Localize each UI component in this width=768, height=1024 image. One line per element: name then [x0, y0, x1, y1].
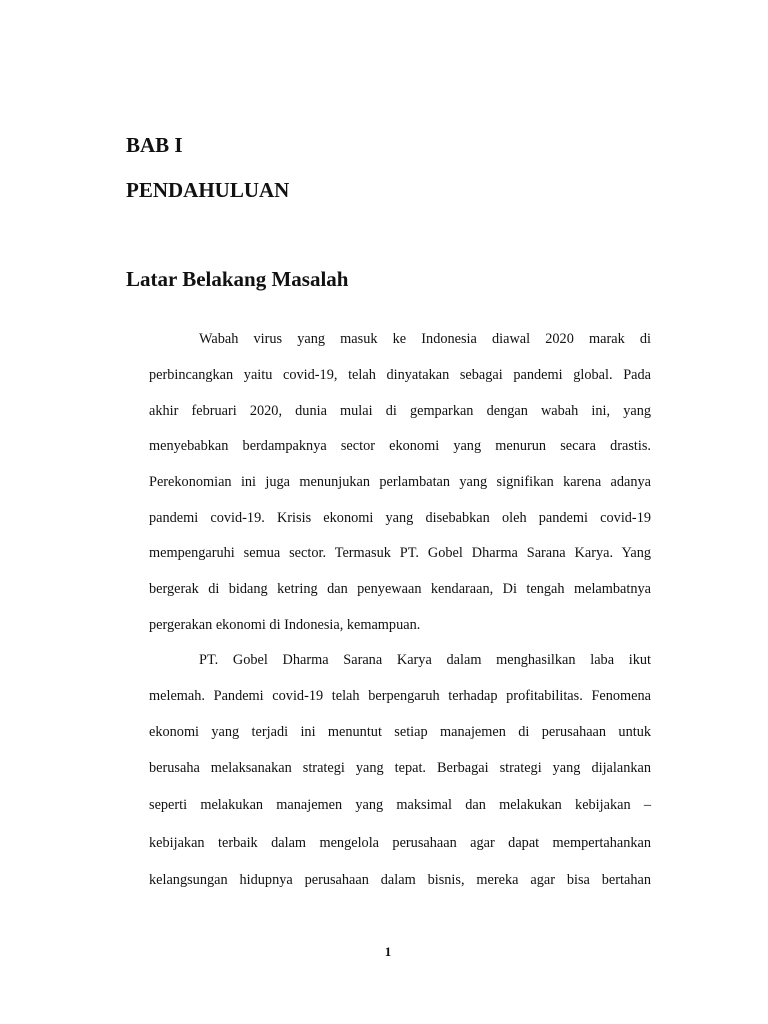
paragraph-line: Wabah virus yang masuk ke Indonesia diawal 2020 marak di	[199, 331, 651, 347]
paragraph-line: PT. Gobel Dharma Sarana Karya dalam menghasilkan laba ikut	[199, 652, 651, 668]
paragraph-line: melemah. Pandemi covid-19 telah berpengaruh terhadap profitabilitas. Fenomena	[149, 688, 651, 704]
paragraph-line: mempengaruhi semua sector. Termasuk PT. Gobel Dharma Sarana Karya. Yang	[149, 545, 651, 561]
paragraph-line: perbincangkan yaitu covid-19, telah dinyatakan sebagai pandemi global. Pada	[149, 367, 651, 383]
paragraph-line: kelangsungan hidupnya perusahaan dalam bisnis, mereka agar bisa bertahan	[149, 872, 651, 888]
paragraph-line: ekonomi yang terjadi ini menuntut setiap manajemen di perusahaan untuk	[149, 724, 651, 740]
section-title: Latar Belakang Masalah	[126, 267, 349, 291]
page-number: 1	[384, 944, 392, 959]
paragraph-line: akhir februari 2020, dunia mulai di gemparkan dengan wabah ini, yang	[149, 403, 651, 419]
paragraph-line: berusaha melaksanakan strategi yang tepat. Berbagai strategi yang dijalankan	[149, 760, 651, 776]
paragraph-line: pandemi covid-19. Krisis ekonomi yang disebabkan oleh pandemi covid-19	[149, 510, 651, 526]
paragraph-line: pergerakan ekonomi di Indonesia, kemampuan.	[149, 617, 421, 633]
paragraph-line: menyebabkan berdampaknya sector ekonomi yang menurun secara drastis.	[149, 438, 651, 454]
paragraph-line: bergerak di bidang ketring dan penyewaan kendaraan, Di tengah melambatnya	[149, 581, 651, 597]
chapter-title: PENDAHULUAN	[126, 178, 290, 202]
chapter-number: BAB I	[126, 133, 183, 157]
paragraph-line: seperti melakukan manajemen yang maksimal dan melakukan kebijakan –	[149, 797, 651, 813]
paragraph-line: kebijakan terbaik dalam mengelola perusahaan agar dapat mempertahankan	[149, 835, 651, 851]
paragraph-line: Perekonomian ini juga menunjukan perlambatan yang signifikan karena adanya	[149, 474, 651, 490]
